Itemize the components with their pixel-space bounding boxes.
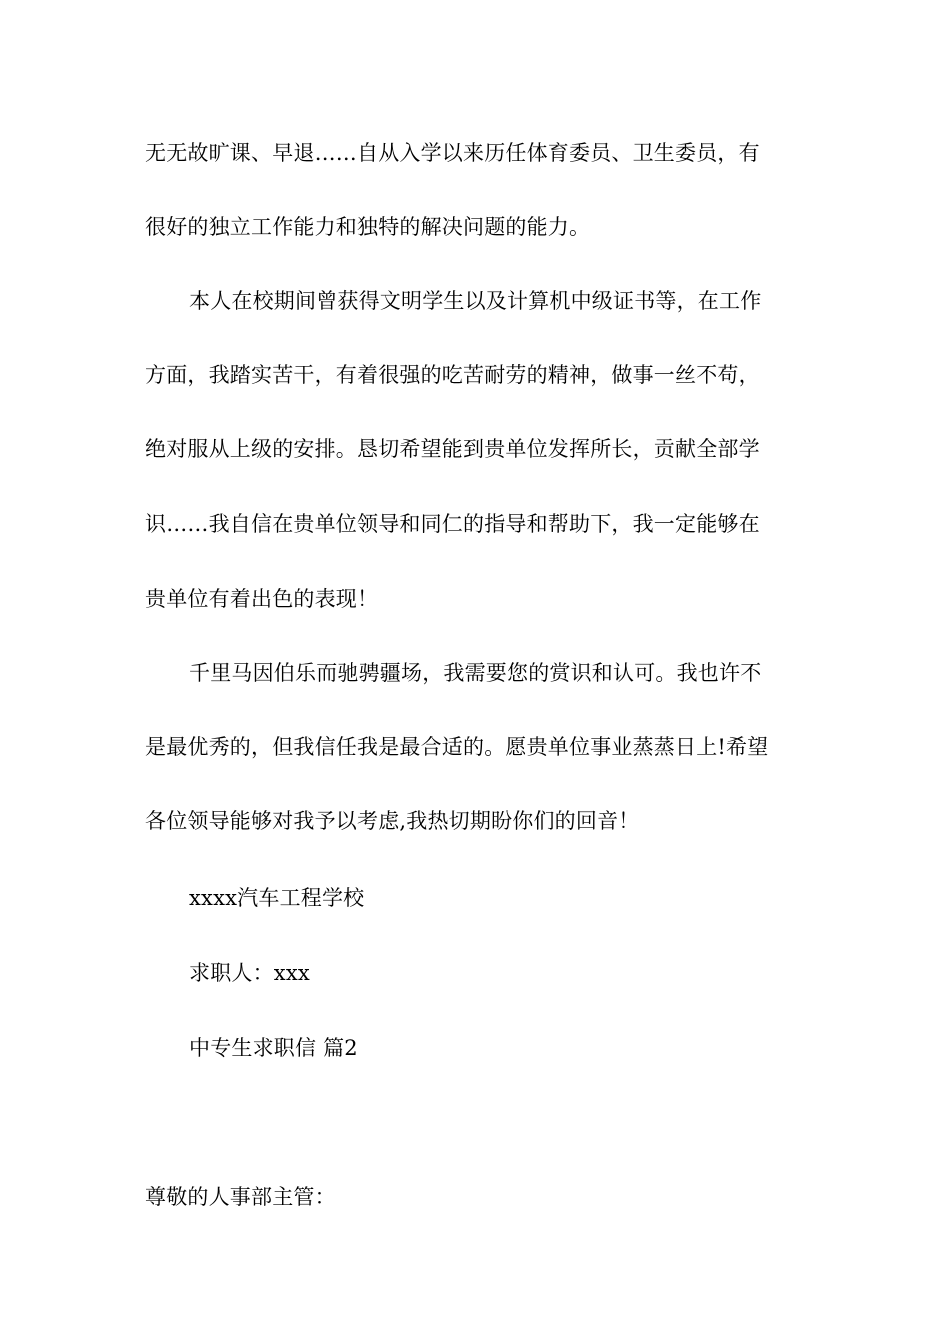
body-text-line: 贵单位有着出色的表现！ [145,587,379,611]
body-text-line: 方面，我踏实苦干，有着很强的吃苦耐劳的精神，做事一丝不苟， [145,363,760,387]
body-text-line: 是最优秀的，但我信任我是最合适的。愿贵单位事业蒸蒸日上!希望 [145,735,769,759]
body-text-line: 识……我自信在贵单位领导和同仁的指导和帮助下，我一定能够在 [145,512,760,536]
body-text-line: 无无故旷课、早退……自从入学以来历任体育委员、卫生委员，有 [145,141,760,165]
school-name: xxxx汽车工程学校 [189,886,365,910]
body-text-line: 绝对服从上级的安排。恳切希望能到贵单位发挥所长，贡献全部学 [145,437,760,461]
body-text-line: 各位领导能够对我予以考虑,我热切期盼你们的回音！ [145,809,640,833]
paragraph-start-line: 本人在校期间曾获得文明学生以及计算机中级证书等，在工作 [189,289,762,313]
applicant-signature: 求职人：xxx [189,961,310,985]
paragraph-start-line: 千里马因伯乐而驰骋疆场，我需要您的赏识和认可。我也许不 [189,661,762,685]
salutation: 尊敬的人事部主管： [145,1185,336,1209]
section-heading: 中专生求职信 篇2 [189,1036,358,1060]
body-text-line: 很好的独立工作能力和独特的解决问题的能力。 [145,215,591,239]
